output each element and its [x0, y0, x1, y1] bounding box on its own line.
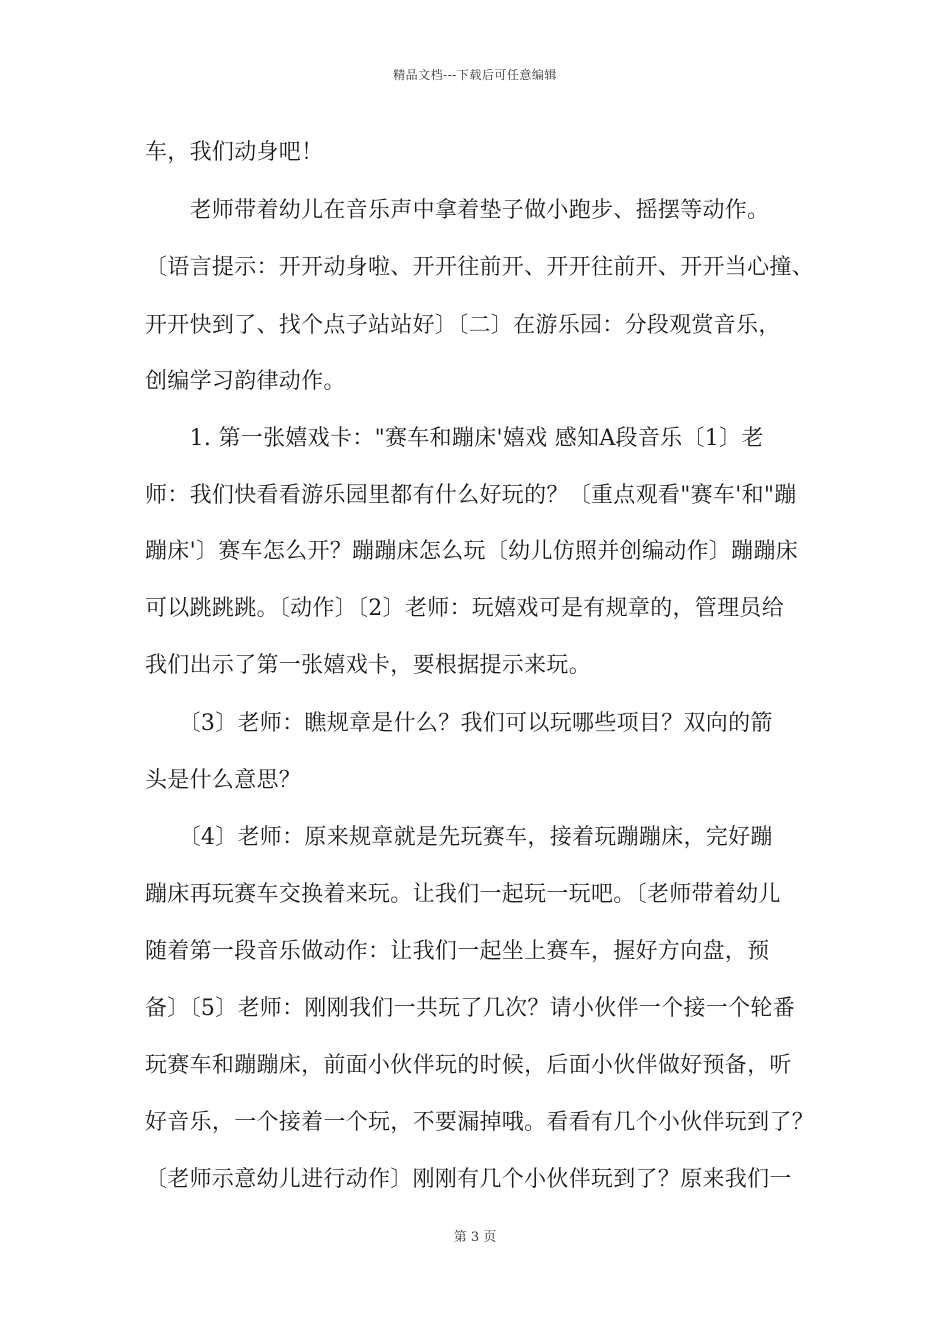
paragraph-line: 随着第一段音乐做动作：让我们一起坐上赛车，握好方向盘，预: [145, 939, 770, 964]
paragraph-line: 备〕〔5〕老师：刚刚我们一共玩了几次？请小伙伴一个接一个轮番: [145, 996, 795, 1021]
page-number: 第 3 页: [453, 1230, 497, 1245]
paragraph-line: 〔3〕老师：瞧规章是什么？我们可以玩哪些项目？双向的箭: [145, 711, 773, 736]
paragraph-line: 1. 第一张嬉戏卡："赛车和蹦床'嬉戏 感知A段音乐〔1〕老: [145, 426, 764, 451]
paragraph-line: 玩赛车和蹦蹦床，前面小伙伴玩的时候，后面小伙伴做好预备，听: [145, 1053, 792, 1078]
paragraph-line: 我们出示了第一张嬉戏卡，要根据提示来玩。: [145, 653, 592, 678]
paragraph-line: 师：我们快看看游乐园里都有什么好玩的？〔重点观看"赛车'和"蹦: [145, 483, 797, 508]
paragraph-line: 〔4〕老师：原来规章就是先玩赛车，接着玩蹦蹦床，完好蹦: [145, 825, 773, 850]
paragraph-line: 创编学习韵律动作。: [145, 369, 346, 394]
paragraph-line: 头是什么意思？: [145, 768, 302, 793]
paragraph-line: 〔老师示意幼儿进行动作〕刚刚有几个小伙伴玩到了？原来我们一: [145, 1167, 792, 1192]
paragraph-line: 老师带着幼儿在音乐声中拿着垫子做小跑步、摇摆等动作。: [145, 198, 770, 223]
page-header: 精品文档---下载后可任意编辑: [393, 68, 557, 82]
paragraph-line: 开开快到了、找个点子站站好〕〔二〕在游乐园：分段观赏音乐，: [145, 313, 781, 338]
paragraph-line: 蹦床再玩赛车交换着来玩。让我们一起玩一玩吧。〔老师带着幼儿: [145, 882, 781, 907]
paragraph-line: 好音乐，一个接着一个玩，不要漏掉哦。看看有几个小伙伴玩到了？: [145, 1110, 815, 1135]
paragraph-line: 蹦床'〕赛车怎么开？蹦蹦床怎么玩〔幼儿仿照并创编动作〕蹦蹦床: [145, 539, 799, 564]
paragraph-line: 车，我们动身吧！: [145, 140, 324, 165]
paragraph-line: 可以跳跳跳。〔动作〕〔2〕老师：玩嬉戏可是有规章的，管理员给: [145, 596, 784, 621]
paragraph-line: 〔语言提示：开开动身啦、开开往前开、开开往前开、开开当心撞、: [145, 255, 815, 280]
